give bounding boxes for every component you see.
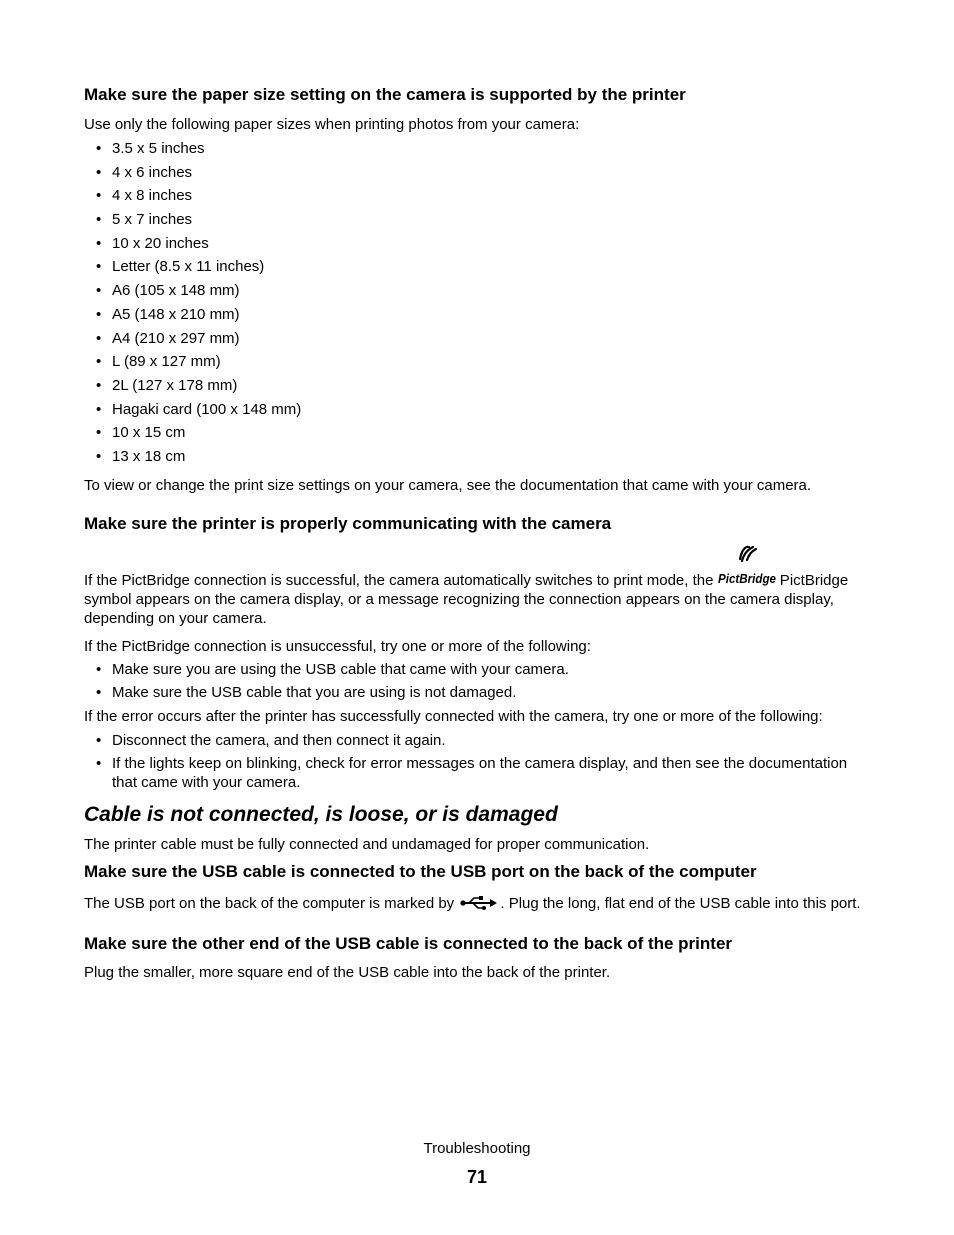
pictbridge-icon	[718, 569, 776, 585]
list-item: • Make sure the USB cable that you are using is not damaged.	[84, 683, 874, 702]
pictbridge-fail-list	[84, 660, 874, 703]
list-item: • A5 (148 x 210 mm)	[84, 305, 874, 329]
heading-usb-computer: Make sure the USB cable is connected to the USB port on the back of the computer	[84, 862, 757, 882]
list-item: • 4 x 6 inches	[84, 163, 874, 187]
pictbridge-para-start: If the PictBridge connection is successful, the camera automatically switches to print mode, the	[84, 571, 718, 589]
pictbridge-para-end: PictBridge symbol appears on the camera display, or a message recognizing the connection appears on the camera display, depending on your camera.	[84, 571, 849, 627]
list-item: • If the lights keep on blinking, check for error messages on the camera display, and then see the documentation that came with your camera.	[84, 754, 874, 792]
list-item: • Hagaki card (100 x 148 mm)	[84, 400, 874, 424]
list-item: • Letter (8.5 x 11 inches)	[84, 257, 874, 281]
heading-paper-size: Make sure the paper size setting on the camera is supported by the printer	[84, 85, 686, 104]
usb-para-end: . Plug the long, flat end of the USB cable into this port.	[500, 895, 861, 913]
cable-intro: The printer cable must be fully connected and undamaged for proper communication.	[84, 836, 650, 854]
list-item: • 5 x 7 inches	[84, 210, 874, 234]
pictbridge-success-paragraph	[84, 569, 874, 628]
list-item: • Make sure you are using the USB cable that came with your camera.	[84, 660, 874, 679]
paper-size-outro: To view or change the print size settings on your camera, see the documentation that came with your camera.	[84, 476, 812, 494]
usb-computer-paragraph	[84, 894, 874, 913]
footer-section-name: Troubleshooting	[423, 1140, 531, 1157]
list-item: • 4 x 8 inches	[84, 186, 874, 210]
page-number: 71	[466, 1167, 488, 1187]
usb-para-start: The USB port on the back of the computer is marked by	[84, 895, 459, 913]
list-item: • L (89 x 127 mm)	[84, 352, 874, 376]
pictbridge-logo-text: PictBridge	[717, 570, 776, 586]
pictbridge-fail-paragraph: If the PictBridge connection is unsuccessful, try one or more of the following:	[84, 637, 591, 655]
heading-usb-printer: Make sure the other end of the USB cable is connected to the back of the printer	[84, 934, 733, 954]
error-after-connect-list	[84, 731, 874, 793]
list-item: • 13 x 18 cm	[84, 447, 874, 471]
paper-size-intro: Use only the following paper sizes when printing photos from your camera:	[84, 116, 580, 133]
heading-communication: Make sure the printer is properly communicating with the camera	[84, 513, 612, 533]
list-item: • 3.5 x 5 inches	[84, 139, 874, 163]
list-item: • 10 x 15 cm	[84, 423, 874, 447]
usb-icon	[460, 896, 498, 910]
list-item: • 2L (127 x 178 mm)	[84, 376, 874, 400]
usb-printer-paragraph: Plug the smaller, more square end of the USB cable into the back of the printer.	[84, 964, 611, 982]
list-item: • A4 (210 x 297 mm)	[84, 329, 874, 353]
paper-size-list	[84, 139, 874, 471]
list-item: • 10 x 20 inches	[84, 234, 874, 258]
section-title-cable: Cable is not connected, is loose, or is damaged	[84, 803, 558, 827]
page-content	[84, 84, 874, 982]
list-item: • A6 (105 x 148 mm)	[84, 281, 874, 305]
list-item: • Disconnect the camera, and then connect it again.	[84, 731, 874, 750]
error-after-connect-paragraph: If the error occurs after the printer has successfully connected with the camera, try one or more of the following:	[84, 707, 823, 725]
